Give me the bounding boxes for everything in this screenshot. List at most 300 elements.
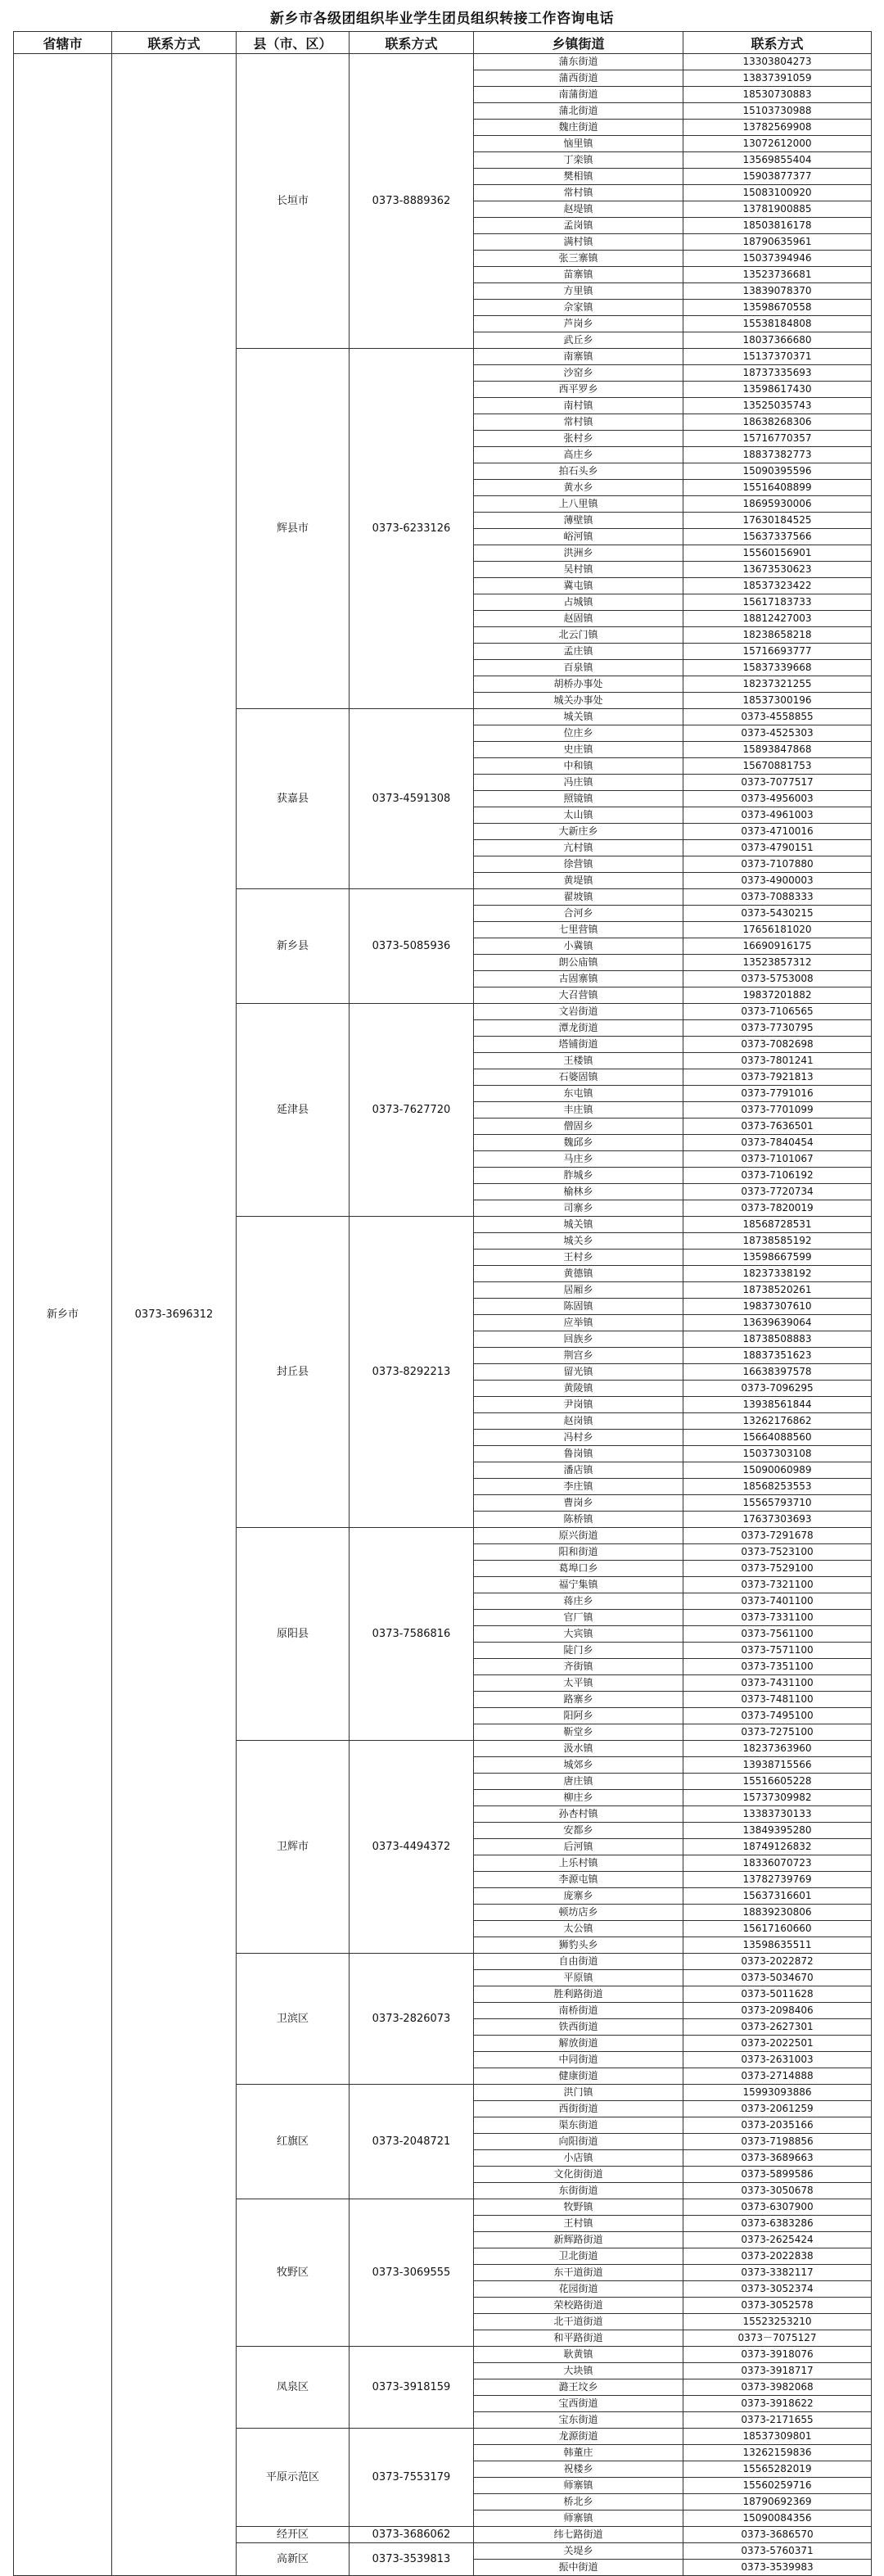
- town-phone: 13639639064: [683, 1315, 872, 1331]
- town-name: 宝东街道: [474, 2412, 683, 2429]
- town-phone: 0373-7351100: [683, 1659, 872, 1675]
- town-name: 铁西街道: [474, 2019, 683, 2036]
- town-phone: 0373-7088333: [683, 889, 872, 906]
- town-name: 丁栾镇: [474, 152, 683, 169]
- town-phone: 0373-4710016: [683, 824, 872, 840]
- town-phone: 13598635511: [683, 1937, 872, 1954]
- town-name: 王村乡: [474, 1250, 683, 1266]
- town-name: 韩董庄: [474, 2445, 683, 2461]
- town-phone: 0373-7801241: [683, 1053, 872, 1069]
- town-phone: 17656181020: [683, 922, 872, 938]
- town-name: 常村镇: [474, 414, 683, 431]
- town-name: 文岩街道: [474, 1004, 683, 1020]
- county-phone: 0373-2048721: [350, 2085, 474, 2199]
- town-name: 南寨镇: [474, 349, 683, 365]
- town-phone: 0373-7107880: [683, 856, 872, 873]
- town-name: 和平路街道: [474, 2330, 683, 2347]
- town-name: 占城镇: [474, 594, 683, 611]
- town-name: 大新庄乡: [474, 824, 683, 840]
- town-name: 中和镇: [474, 758, 683, 775]
- town-phone: 13303804273: [683, 54, 872, 70]
- town-name: 上八里镇: [474, 496, 683, 513]
- town-name: 亢村镇: [474, 840, 683, 856]
- town-phone: 0373-5430215: [683, 906, 872, 922]
- town-name: 北干道街道: [474, 2314, 683, 2330]
- town-phone: 0373-7730795: [683, 1020, 872, 1037]
- town-name: 武丘乡: [474, 332, 683, 349]
- town-phone: 15837339668: [683, 660, 872, 676]
- town-phone: 15516605228: [683, 1774, 872, 1790]
- town-phone: 18568728531: [683, 1217, 872, 1233]
- town-name: 渠东街道: [474, 2117, 683, 2134]
- town-name: 曹岗乡: [474, 1495, 683, 1512]
- town-phone: 15037394946: [683, 251, 872, 267]
- county-phone: 0373-7586816: [350, 1528, 474, 1741]
- town-name: 胙城乡: [474, 1168, 683, 1184]
- county-name: 卫滨区: [237, 1954, 350, 2085]
- header-town: 乡镇街道: [474, 32, 683, 54]
- town-name: 黄德镇: [474, 1266, 683, 1282]
- town-phone: 13569855404: [683, 152, 872, 169]
- town-phone: 13781900885: [683, 201, 872, 218]
- town-phone: 0373-7331100: [683, 1610, 872, 1626]
- town-name: 蒲东街道: [474, 54, 683, 70]
- town-name: 牧野镇: [474, 2199, 683, 2216]
- town-name: 耿黄镇: [474, 2347, 683, 2363]
- town-name: 太平镇: [474, 1675, 683, 1692]
- town-name: 马庄乡: [474, 1151, 683, 1168]
- town-name: 孙杏村镇: [474, 1806, 683, 1823]
- town-name: 小店镇: [474, 2150, 683, 2167]
- town-phone: 0373-7096295: [683, 1381, 872, 1397]
- town-name: 赵岗镇: [474, 1413, 683, 1430]
- town-phone: 0373-5899586: [683, 2167, 872, 2183]
- town-phone: 18568253553: [683, 1479, 872, 1495]
- town-name: 孟庄镇: [474, 644, 683, 660]
- town-name: 石婆固镇: [474, 1069, 683, 1086]
- town-name: 司寨乡: [474, 1200, 683, 1217]
- town-name: 王村镇: [474, 2216, 683, 2232]
- town-phone: 18237321255: [683, 676, 872, 693]
- town-name: 李庄镇: [474, 1479, 683, 1495]
- county-name: 原阳县: [237, 1528, 350, 1741]
- header-city: 省辖市: [14, 32, 112, 54]
- town-phone: 13523857312: [683, 955, 872, 971]
- town-phone: 0373-3382117: [683, 2265, 872, 2281]
- town-name: 芦岗乡: [474, 316, 683, 332]
- town-name: 狮豹头乡: [474, 1937, 683, 1954]
- town-name: 方里镇: [474, 283, 683, 300]
- town-phone: 18503816178: [683, 218, 872, 234]
- town-phone: 0373-7571100: [683, 1643, 872, 1659]
- town-name: 魏邱乡: [474, 1135, 683, 1151]
- county-phone: 0373-2826073: [350, 1954, 474, 2085]
- town-phone: 18738585192: [683, 1233, 872, 1250]
- town-phone: 18812427003: [683, 611, 872, 627]
- town-phone: 15993093886: [683, 2085, 872, 2101]
- town-name: 吴村镇: [474, 562, 683, 578]
- town-name: 翟坡镇: [474, 889, 683, 906]
- town-phone: 15737309982: [683, 1790, 872, 1806]
- town-phone: 18837351623: [683, 1348, 872, 1364]
- town-phone: 13782569908: [683, 120, 872, 136]
- town-name: 振中街道: [474, 2560, 683, 2576]
- town-phone: 15083100920: [683, 185, 872, 201]
- town-phone: 0373-4961003: [683, 807, 872, 824]
- town-name: 回族乡: [474, 1331, 683, 1348]
- town-name: 向阳街道: [474, 2134, 683, 2150]
- town-phone: 18839230806: [683, 1905, 872, 1921]
- town-name: 城关乡: [474, 1233, 683, 1250]
- town-phone: 13849395280: [683, 1823, 872, 1839]
- town-phone: 13072612000: [683, 136, 872, 152]
- header-row: [14, 32, 872, 54]
- town-phone: 18738508883: [683, 1331, 872, 1348]
- town-name: 尹岗镇: [474, 1397, 683, 1413]
- town-name: 城关镇: [474, 709, 683, 725]
- town-phone: 15565793710: [683, 1495, 872, 1512]
- county-name: 获嘉县: [237, 709, 350, 889]
- town-phone: 0373-4900003: [683, 873, 872, 889]
- town-phone: 15637337566: [683, 529, 872, 545]
- county-phone: 0373-4494372: [350, 1741, 474, 1954]
- town-phone: 0373-2631003: [683, 2052, 872, 2068]
- town-name: 庞寨乡: [474, 1888, 683, 1905]
- town-phone: 13262159836: [683, 2445, 872, 2461]
- town-phone: 18537309801: [683, 2429, 872, 2445]
- town-name: 阳和街道: [474, 1544, 683, 1561]
- header-county: 县（市、区）: [237, 32, 350, 54]
- town-name: 冯庄镇: [474, 775, 683, 791]
- town-phone: 13598617430: [683, 382, 872, 398]
- town-name: 洪门镇: [474, 2085, 683, 2101]
- town-phone: 0373-5753008: [683, 971, 872, 987]
- town-name: 王楼镇: [474, 1053, 683, 1069]
- town-name: 高庄乡: [474, 447, 683, 463]
- town-phone: 15538184808: [683, 316, 872, 332]
- town-name: 纬七路街道: [474, 2527, 683, 2543]
- town-name: 柳庄乡: [474, 1790, 683, 1806]
- town-name: 花园街道: [474, 2281, 683, 2298]
- county-name: 牧野区: [237, 2199, 350, 2347]
- town-name: 阳阿乡: [474, 1708, 683, 1724]
- town-name: 齐街镇: [474, 1659, 683, 1675]
- county-phone: 0373-3069555: [350, 2199, 474, 2347]
- town-phone: 0373-7077517: [683, 775, 872, 791]
- town-name: 位庄乡: [474, 725, 683, 742]
- county-phone: 0373-8889362: [350, 54, 474, 349]
- city-phone: 0373-3696312: [112, 54, 237, 2576]
- county-name: 延津县: [237, 1004, 350, 1217]
- town-name: 冯村乡: [474, 1430, 683, 1446]
- town-phone: 18336070723: [683, 1855, 872, 1872]
- town-name: 官厂镇: [474, 1610, 683, 1626]
- town-phone: 13523736681: [683, 267, 872, 283]
- town-name: 樊相镇: [474, 169, 683, 185]
- town-name: 中同街道: [474, 2052, 683, 2068]
- town-name: 上乐村镇: [474, 1855, 683, 1872]
- town-name: 龙源街道: [474, 2429, 683, 2445]
- town-name: 城关办事处: [474, 693, 683, 709]
- town-phone: 15103730988: [683, 103, 872, 120]
- town-name: 孟岗镇: [474, 218, 683, 234]
- town-name: 蒋庄乡: [474, 1593, 683, 1610]
- town-name: 古固寨镇: [474, 971, 683, 987]
- town-phone: 15617160660: [683, 1921, 872, 1937]
- town-phone: 0373-5011628: [683, 1986, 872, 2003]
- town-name: 荆宫乡: [474, 1348, 683, 1364]
- town-name: 太公镇: [474, 1921, 683, 1937]
- town-phone: 18837382773: [683, 447, 872, 463]
- town-phone: 15893847868: [683, 742, 872, 758]
- town-name: 桥北乡: [474, 2494, 683, 2510]
- town-phone: 0373-4558855: [683, 709, 872, 725]
- town-phone: 0373-7636501: [683, 1119, 872, 1135]
- town-phone: 18737335693: [683, 365, 872, 382]
- town-name: 卫北街道: [474, 2248, 683, 2265]
- town-name: 鲁岗镇: [474, 1446, 683, 1462]
- county-name: 凤泉区: [237, 2347, 350, 2429]
- town-name: 汲水镇: [474, 1741, 683, 1757]
- town-phone: 13837391059: [683, 70, 872, 87]
- town-phone: 13598667599: [683, 1250, 872, 1266]
- town-phone: 15664088560: [683, 1430, 872, 1446]
- county-phone: 0373-6233126: [350, 349, 474, 709]
- town-phone: 18738520261: [683, 1282, 872, 1299]
- town-phone: 0373-4790151: [683, 840, 872, 856]
- town-name: 苗寨镇: [474, 267, 683, 283]
- town-name: 黄陵镇: [474, 1381, 683, 1397]
- town-name: 留光镇: [474, 1364, 683, 1381]
- town-phone: 0373-7523100: [683, 1544, 872, 1561]
- page-title: 新乡市各级团组织毕业学生团员组织转接工作咨询电话: [270, 11, 614, 27]
- county-phone: 0373-3686062: [350, 2527, 474, 2543]
- town-name: 师寨镇: [474, 2510, 683, 2527]
- town-phone: 19837307610: [683, 1299, 872, 1315]
- town-name: 荣校路街道: [474, 2298, 683, 2314]
- town-name: 宝西街道: [474, 2396, 683, 2412]
- town-phone: 0373-2022838: [683, 2248, 872, 2265]
- town-name: 张三寨镇: [474, 251, 683, 267]
- table-body: [14, 54, 872, 2576]
- town-name: 太山镇: [474, 807, 683, 824]
- town-name: 大召营镇: [474, 987, 683, 1004]
- town-name: 塔铺街道: [474, 1037, 683, 1053]
- town-name: 潘店镇: [474, 1462, 683, 1479]
- town-phone: 18237338192: [683, 1266, 872, 1282]
- town-phone: 15090060989: [683, 1462, 872, 1479]
- county-phone: 0373-8292213: [350, 1217, 474, 1528]
- town-phone: 0373-7401100: [683, 1593, 872, 1610]
- town-phone: 13598670558: [683, 300, 872, 316]
- town-phone: 15617183733: [683, 594, 872, 611]
- town-name: 文化街街道: [474, 2167, 683, 2183]
- contact-table: [13, 31, 872, 2576]
- town-name: 蒲西街道: [474, 70, 683, 87]
- town-phone: 15670881753: [683, 758, 872, 775]
- town-phone: 13383730133: [683, 1806, 872, 1823]
- town-name: 洪洲乡: [474, 545, 683, 562]
- town-phone: 18530730883: [683, 87, 872, 103]
- town-phone: 18695930006: [683, 496, 872, 513]
- town-phone: 0373-5760371: [683, 2543, 872, 2560]
- town-phone: 0373-7791016: [683, 1086, 872, 1102]
- town-phone: 0373-7431100: [683, 1675, 872, 1692]
- town-phone: 16690916175: [683, 938, 872, 955]
- town-name: 满村镇: [474, 234, 683, 251]
- town-phone: 0373-3686570: [683, 2527, 872, 2543]
- town-name: 南村镇: [474, 398, 683, 414]
- town-phone: 0373-7082698: [683, 1037, 872, 1053]
- town-phone: 0373-7275100: [683, 1724, 872, 1741]
- county-name: 新乡县: [237, 889, 350, 1004]
- town-phone: 15560259716: [683, 2478, 872, 2494]
- town-phone: 0373-7701099: [683, 1102, 872, 1119]
- town-name: 丰庄镇: [474, 1102, 683, 1119]
- town-phone: 15565282019: [683, 2461, 872, 2478]
- town-phone: 18037366680: [683, 332, 872, 349]
- county-phone: 0373-7553179: [350, 2429, 474, 2527]
- town-name: 佘家镇: [474, 300, 683, 316]
- county-name: 高新区: [237, 2543, 350, 2576]
- town-name: 朗公庙镇: [474, 955, 683, 971]
- county-phone: 0373-7627720: [350, 1004, 474, 1217]
- town-name: 七里营镇: [474, 922, 683, 938]
- town-name: 胡桥办事处: [474, 676, 683, 693]
- town-phone: 0373－7075127: [683, 2330, 872, 2347]
- town-phone: 0373-7720734: [683, 1184, 872, 1200]
- town-name: 拍石头乡: [474, 463, 683, 480]
- town-phone: 0373-2714888: [683, 2068, 872, 2085]
- town-name: 后河镇: [474, 1839, 683, 1855]
- town-phone: 17637303693: [683, 1512, 872, 1528]
- header-county-contact: 联系方式: [350, 32, 474, 54]
- town-name: 小冀镇: [474, 938, 683, 955]
- town-name: 平原镇: [474, 1970, 683, 1986]
- town-name: 路寨乡: [474, 1692, 683, 1708]
- header-city-contact: 联系方式: [112, 32, 237, 54]
- town-name: 照镜镇: [474, 791, 683, 807]
- town-phone: 18237363960: [683, 1741, 872, 1757]
- town-phone: 17630184525: [683, 513, 872, 529]
- town-phone: 0373-6307900: [683, 2199, 872, 2216]
- town-name: 峪河镇: [474, 529, 683, 545]
- town-phone: 18638268306: [683, 414, 872, 431]
- town-name: 百泉镇: [474, 660, 683, 676]
- town-name: 黄堤镇: [474, 873, 683, 889]
- town-phone: 0373-2022501: [683, 2036, 872, 2052]
- town-phone: 0373-3689663: [683, 2150, 872, 2167]
- town-phone: 15903877377: [683, 169, 872, 185]
- town-phone: 15037303108: [683, 1446, 872, 1462]
- town-phone: 13782739769: [683, 1872, 872, 1888]
- town-phone: 0373-7106192: [683, 1168, 872, 1184]
- town-name: 陡门乡: [474, 1643, 683, 1659]
- town-name: 健康街道: [474, 2068, 683, 2085]
- town-phone: 19837201882: [683, 987, 872, 1004]
- town-name: 应举镇: [474, 1315, 683, 1331]
- town-name: 李源屯镇: [474, 1872, 683, 1888]
- town-phone: 0373-7101067: [683, 1151, 872, 1168]
- town-phone: 0373-7291678: [683, 1528, 872, 1544]
- table-header: [14, 32, 872, 54]
- town-phone: 0373-7840454: [683, 1135, 872, 1151]
- county-name: 经开区: [237, 2527, 350, 2543]
- town-phone: 15137370371: [683, 349, 872, 365]
- town-name: 史庄镇: [474, 742, 683, 758]
- town-phone: 15090084356: [683, 2510, 872, 2527]
- town-name: 张村乡: [474, 431, 683, 447]
- town-phone: 0373-3539983: [683, 2560, 872, 2576]
- town-phone: 0373-7921813: [683, 1069, 872, 1086]
- town-name: 赵堤镇: [474, 201, 683, 218]
- town-name: 陈固镇: [474, 1299, 683, 1315]
- town-phone: 18790692369: [683, 2494, 872, 2510]
- town-phone: 0373-7198856: [683, 2134, 872, 2150]
- town-name: 冀屯镇: [474, 578, 683, 594]
- county-name: 封丘县: [237, 1217, 350, 1528]
- town-phone: 0373-6383286: [683, 2216, 872, 2232]
- town-name: 西街街道: [474, 2101, 683, 2117]
- town-name: 赵固镇: [474, 611, 683, 627]
- town-name: 合河乡: [474, 906, 683, 922]
- town-name: 城关镇: [474, 1217, 683, 1233]
- town-phone: 16638397578: [683, 1364, 872, 1381]
- town-phone: 13938561844: [683, 1397, 872, 1413]
- town-name: 顿坊店乡: [474, 1905, 683, 1921]
- town-name: 南桥街道: [474, 2003, 683, 2019]
- town-phone: 15090395596: [683, 463, 872, 480]
- town-phone: 13839078370: [683, 283, 872, 300]
- town-phone: 0373-7820019: [683, 1200, 872, 1217]
- town-name: 新辉路街道: [474, 2232, 683, 2248]
- town-phone: 0373-3052374: [683, 2281, 872, 2298]
- town-name: 原兴街道: [474, 1528, 683, 1544]
- county-phone: 0373-4591308: [350, 709, 474, 889]
- town-name: 恼里镇: [474, 136, 683, 152]
- town-name: 北云门镇: [474, 627, 683, 644]
- county-name: 卫辉市: [237, 1741, 350, 1954]
- town-phone: 15516408899: [683, 480, 872, 496]
- table-row: [14, 54, 872, 70]
- town-phone: 18749126832: [683, 1839, 872, 1855]
- town-name: 蒲北街道: [474, 103, 683, 120]
- town-phone: 0373-2625424: [683, 2232, 872, 2248]
- town-phone: 15560156901: [683, 545, 872, 562]
- town-phone: 0373-7495100: [683, 1708, 872, 1724]
- town-phone: 0373-7529100: [683, 1561, 872, 1577]
- county-phone: 0373-5085936: [350, 889, 474, 1004]
- town-phone: 18238658218: [683, 627, 872, 644]
- town-phone: 18537300196: [683, 693, 872, 709]
- town-name: 大宾镇: [474, 1626, 683, 1643]
- town-name: 大块镇: [474, 2363, 683, 2379]
- town-phone: 0373-3918717: [683, 2363, 872, 2379]
- town-name: 靳堂乡: [474, 1724, 683, 1741]
- town-name: 黄水乡: [474, 480, 683, 496]
- town-phone: 13262176862: [683, 1413, 872, 1430]
- town-phone: 0373-2035166: [683, 2117, 872, 2134]
- town-phone: 15716770357: [683, 431, 872, 447]
- town-phone: 0373-3918076: [683, 2347, 872, 2363]
- town-phone: 0373-7481100: [683, 1692, 872, 1708]
- town-phone: 0373-3050678: [683, 2183, 872, 2199]
- town-name: 东街街道: [474, 2183, 683, 2199]
- town-name: 魏庄街道: [474, 120, 683, 136]
- town-phone: 15637316601: [683, 1888, 872, 1905]
- town-phone: 15523253210: [683, 2314, 872, 2330]
- town-name: 胜利路街道: [474, 1986, 683, 2003]
